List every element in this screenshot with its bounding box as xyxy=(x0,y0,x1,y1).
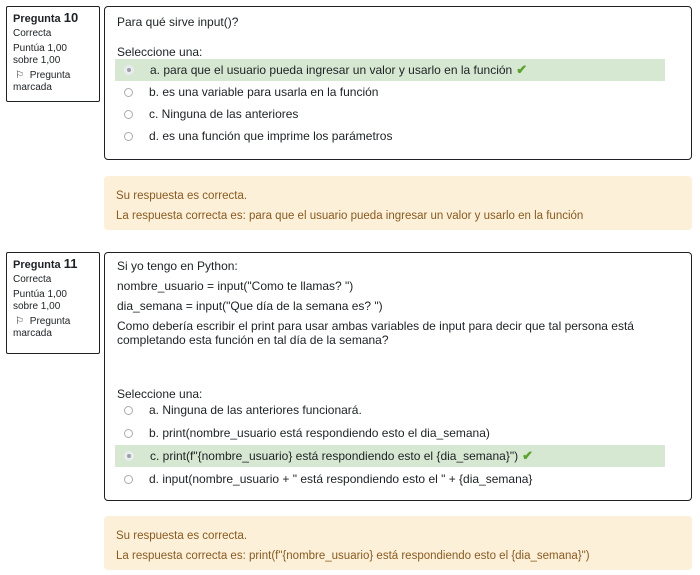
question-number-value: 11 xyxy=(63,256,78,271)
answer-prompt: Seleccione una: xyxy=(117,45,203,59)
radio-button[interactable] xyxy=(124,406,133,415)
question-number-value: 10 xyxy=(63,10,79,25)
question-10-content xyxy=(104,6,692,160)
answer-option-c[interactable] xyxy=(115,445,665,467)
question-label: Pregunta xyxy=(13,13,61,25)
question-state: Correcta xyxy=(13,28,52,39)
answer-option-label: d. input(nombre_usuario + " está respondiendo esto el " + {dia_semana} xyxy=(149,472,533,486)
answer-option-label: d. es una función que imprime los parámetros xyxy=(149,129,393,143)
question-text: Para qué sirve input()? xyxy=(117,15,239,29)
question-10-feedback xyxy=(104,176,692,230)
answer-option-d[interactable] xyxy=(115,468,665,490)
question-grade: Puntúa 1,00 sobre 1,00 xyxy=(13,43,67,66)
radio-button[interactable] xyxy=(124,88,133,97)
question-number xyxy=(13,258,93,271)
answer-option-label: b. print(nombre_usuario está respondiendo esto el dia_semana) xyxy=(149,426,490,440)
question-line: nombre_usuario = input("Como te llamas? ") xyxy=(117,279,354,293)
check-icon: ✔ xyxy=(516,62,528,77)
feedback-correct-answer: La respuesta correcta es: para que el usuario pueda ingresar un valor y usarlo en la función xyxy=(116,210,584,222)
answer-option-label: c. Ninguna de las anteriores xyxy=(149,107,299,121)
question-10-info xyxy=(6,6,100,102)
answer-option-label: c. print(f"{nombre_usuario} está respondiendo esto el {dia_semana}") xyxy=(150,449,519,463)
question-line: Como debería escribir el print para usar ambas variables de input para decir que tal persona está completando esta función en tal día de la semana? xyxy=(117,319,634,347)
answer-option-label: b. es una variable para usarla en la función xyxy=(149,85,379,99)
flag-icon: ⚐ xyxy=(15,316,24,327)
question-11-content xyxy=(104,252,692,501)
flag-icon: ⚐ xyxy=(15,70,24,81)
question-number xyxy=(13,12,93,25)
flag-question-link[interactable] xyxy=(13,70,93,94)
question-line: Si yo tengo en Python: xyxy=(117,259,238,273)
feedback-result: Su respuesta es correcta. xyxy=(116,190,248,202)
feedback-correct-answer: La respuesta correcta es: print(f"{nombre_usuario} está respondiendo esto el {dia_semana}") xyxy=(116,550,590,562)
question-state: Correcta xyxy=(13,274,52,285)
radio-button[interactable] xyxy=(124,429,133,438)
flag-question-link[interactable] xyxy=(13,316,93,340)
question-line: dia_semana = input("Que día de la semana es? ") xyxy=(117,299,383,313)
answer-option-a[interactable] xyxy=(115,59,665,81)
question-11-feedback xyxy=(104,516,692,570)
answer-prompt: Seleccione una: xyxy=(117,387,203,401)
answer-option-b[interactable] xyxy=(115,81,665,103)
radio-button[interactable] xyxy=(124,132,133,141)
radio-button[interactable] xyxy=(124,451,134,461)
question-label: Pregunta xyxy=(13,259,61,271)
check-icon: ✔ xyxy=(522,448,533,463)
radio-button[interactable] xyxy=(124,475,133,484)
answer-option-label: a. Ninguna de las anteriores funcionará. xyxy=(149,403,362,417)
question-11-info xyxy=(6,252,100,354)
answer-option-b[interactable] xyxy=(115,422,665,444)
answer-option-a[interactable] xyxy=(115,399,665,421)
answer-option-label: a. para que el usuario pueda ingresar un valor y usarlo en la función xyxy=(150,63,513,77)
answer-option-d[interactable] xyxy=(115,125,665,147)
question-text xyxy=(117,259,637,347)
flag-question-label: Pregunta marcada xyxy=(13,70,71,93)
radio-button[interactable] xyxy=(124,110,133,119)
flag-question-label: Pregunta marcada xyxy=(13,316,71,339)
radio-button[interactable] xyxy=(124,65,134,75)
feedback-result: Su respuesta es correcta. xyxy=(116,530,248,542)
answer-option-c[interactable] xyxy=(115,103,665,125)
question-grade: Puntúa 1,00 sobre 1,00 xyxy=(13,289,67,312)
